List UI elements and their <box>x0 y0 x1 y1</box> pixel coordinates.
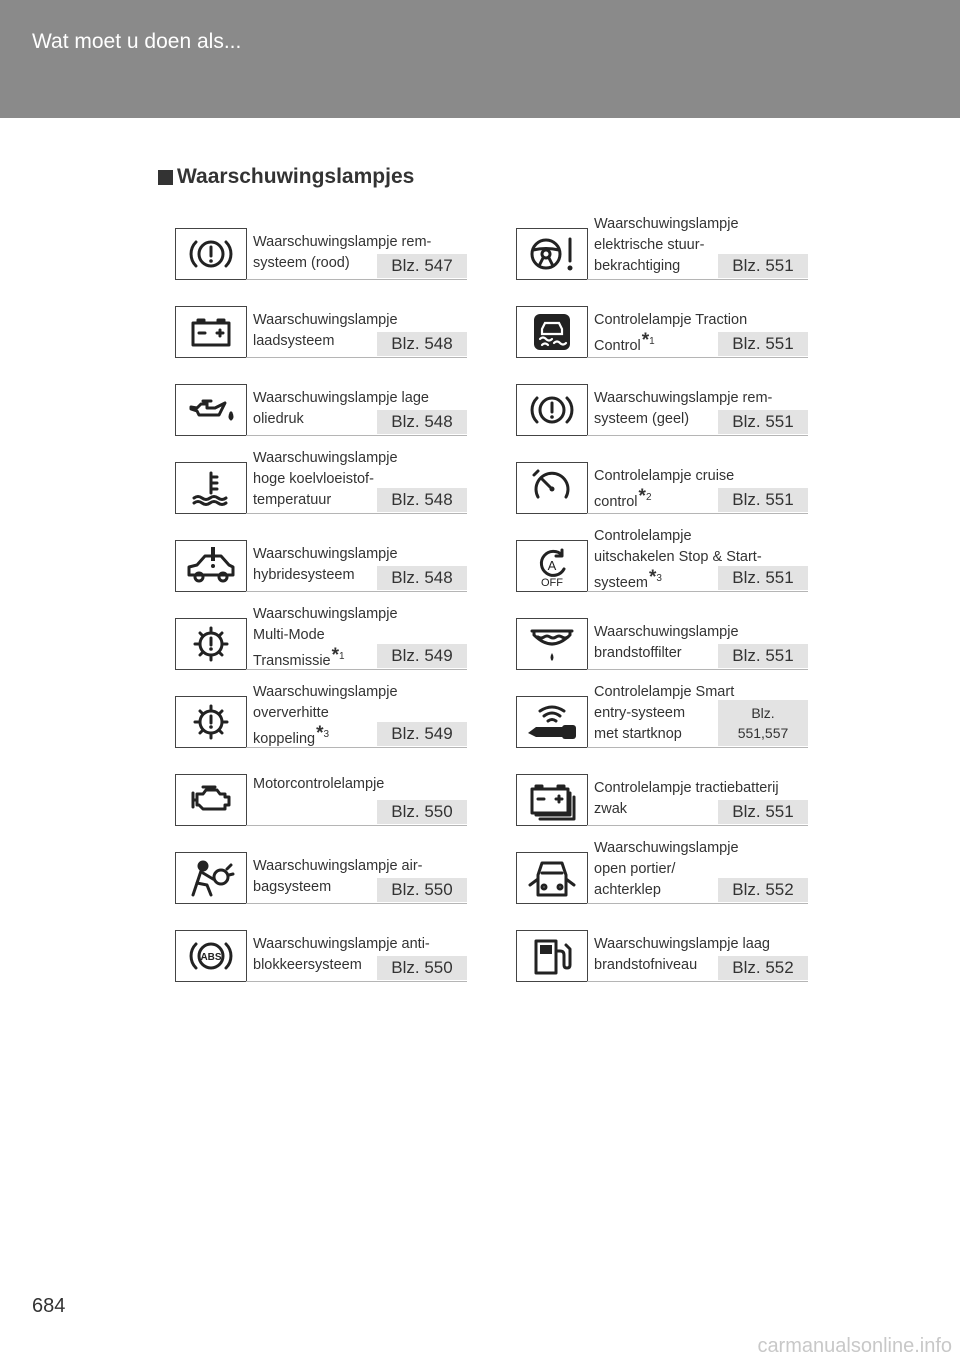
entry-underline <box>246 825 467 826</box>
entry-label-line: Controlelampje cruise <box>594 468 735 484</box>
page-number: 684 <box>32 1295 66 1317</box>
warning-light-entry <box>516 774 808 826</box>
warning-light-entry <box>516 384 808 436</box>
entry-label <box>253 310 398 352</box>
smart-key-icon <box>516 696 588 748</box>
entry-underline <box>587 279 808 280</box>
entry-label-line: achterklep <box>594 882 661 898</box>
entry-label-line: Waarschuwingslampje <box>594 624 739 640</box>
entry-underline <box>587 825 808 826</box>
entry-label <box>253 604 398 672</box>
page-header <box>0 0 960 118</box>
header-title: Wat moet u doen als... <box>32 30 242 53</box>
open-door-icon <box>516 852 588 904</box>
brake-warning-icon <box>516 384 588 436</box>
clutch-overheat-icon <box>175 696 247 748</box>
entry-label <box>594 682 734 745</box>
entry-label-line: brandstofniveau <box>594 957 698 973</box>
entry-underline <box>246 591 467 592</box>
page-reference-line: 551,557 <box>737 725 789 741</box>
power-steering-icon <box>516 228 588 280</box>
svg-text:OFF: OFF <box>541 577 563 587</box>
entry-label-line: Waarschuwingslampje <box>594 840 739 856</box>
stop-start-off-icon <box>516 540 588 592</box>
page-reference[interactable]: Blz. 548 <box>377 566 467 590</box>
entry-label-line: Controlelampje tractiebatterij <box>594 780 779 796</box>
entry-label-line: control <box>594 493 638 510</box>
airbag-icon <box>175 852 247 904</box>
footnote-number: 3 <box>656 573 662 584</box>
svg-text:ABS: ABS <box>200 952 222 963</box>
entry-label-line: Waarschuwingslampje rem- <box>594 390 773 406</box>
entry-label-line: Waarschuwingslampje <box>253 312 398 328</box>
entry-underline <box>587 513 808 514</box>
entry-label-line: Waarschuwingslampje <box>253 606 398 622</box>
page-reference[interactable]: Blz. 547 <box>377 254 467 278</box>
entry-label-line: open portier/ <box>594 861 676 877</box>
entry-label-line: Waarschuwingslampje <box>253 546 398 562</box>
warning-light-entry <box>516 684 808 748</box>
entry-label-line: Waarschuwingslampje <box>253 684 398 700</box>
footnote-number: 3 <box>323 729 330 740</box>
low-fuel-icon <box>516 930 588 982</box>
page-reference[interactable]: Blz. 551 <box>718 332 808 356</box>
page-reference[interactable]: Blz. 552 <box>718 878 808 902</box>
hybrid-system-icon <box>175 540 247 592</box>
warning-light-entry <box>516 306 808 358</box>
engine-check-icon <box>175 774 247 826</box>
entry-label <box>594 622 739 664</box>
section-title <box>158 165 414 189</box>
oil-pressure-icon <box>175 384 247 436</box>
entry-label-line: entry-systeem <box>594 705 686 721</box>
entry-label-line: Motorcontrolelampje <box>253 776 385 792</box>
entry-label-line: blokkeersysteem <box>253 957 362 973</box>
warning-light-entry <box>516 528 808 592</box>
entry-label-line: Waarschuwingslampje rem- <box>253 234 432 250</box>
page-reference[interactable]: Blz. 552 <box>718 956 808 980</box>
watermark: carmanualsonline.info <box>757 1335 952 1357</box>
footnote-number: 2 <box>645 492 652 503</box>
cruise-control-icon <box>516 462 588 514</box>
entry-label <box>253 544 398 586</box>
entry-label-line: Waarschuwingslampje <box>594 216 739 232</box>
fuel-filter-icon <box>516 618 588 670</box>
warning-light-entry <box>175 450 467 514</box>
transmission-gear-icon <box>175 618 247 670</box>
entry-label-line: hoge koelvloeistof- <box>253 471 374 487</box>
entry-label-line: elektrische stuur- <box>594 237 705 253</box>
page-reference-line: Blz. <box>751 705 775 721</box>
footnote-star: * <box>649 566 657 588</box>
warning-light-entry <box>175 930 467 982</box>
entry-label-line: Waarschuwingslampje <box>253 450 398 466</box>
entry-label-line: Controlelampje <box>594 528 692 544</box>
svg-text:A: A <box>547 558 557 573</box>
entry-underline <box>587 747 808 748</box>
entry-label <box>594 214 739 277</box>
entry-label <box>253 448 398 511</box>
entry-underline <box>246 513 467 514</box>
warning-light-entry <box>516 462 808 514</box>
entry-label <box>594 466 734 513</box>
entry-label-line: Controlelampje Smart <box>594 684 735 700</box>
entry-label-line: brandstoffilter <box>594 645 682 661</box>
entry-label-line: bekrachtiging <box>594 258 681 274</box>
entry-label-line: Controlelampje Traction <box>594 312 748 328</box>
bullet-square-icon <box>158 170 173 185</box>
entry-underline <box>246 279 467 280</box>
entry-label-line: oliedruk <box>253 411 304 427</box>
entry-label <box>253 682 398 750</box>
footnote-star: * <box>638 485 646 507</box>
entry-label-line: Multi-Mode <box>253 627 325 643</box>
entry-underline <box>587 357 808 358</box>
abs-icon <box>175 930 247 982</box>
entry-label-line: Waarschuwingslampje anti- <box>253 936 430 952</box>
entry-label <box>594 838 739 901</box>
coolant-temperature-icon <box>175 462 247 514</box>
entry-label-line: uitschakelen Stop & Start- <box>594 549 762 565</box>
entry-label-line: Waarschuwingslampje lage <box>253 390 429 406</box>
entry-underline <box>587 903 808 904</box>
footnote-star: * <box>331 644 340 666</box>
footnote-number: 1 <box>339 651 345 662</box>
page-reference[interactable]: Blz. 549 <box>377 644 467 668</box>
footnote-number: 1 <box>649 336 655 347</box>
page-reference[interactable]: Blz. 550 <box>377 878 467 902</box>
page-reference[interactable]: Blz. 551 <box>718 254 808 278</box>
warning-light-entry <box>175 852 467 904</box>
footnote-star: * <box>316 722 324 744</box>
page-reference[interactable]: Blz. 548 <box>377 488 467 512</box>
warning-light-entry <box>175 384 467 436</box>
entry-underline <box>246 981 467 982</box>
page-reference[interactable]: Blz. 551 <box>718 800 808 824</box>
warning-light-entry <box>175 228 467 280</box>
warning-light-entry <box>516 840 808 904</box>
warning-light-entry <box>175 774 467 826</box>
entry-label-line: Waarschuwingslampje laag <box>594 936 770 952</box>
entry-underline <box>587 435 808 436</box>
entry-label-line: temperatuur <box>253 492 332 508</box>
warning-light-entry <box>175 306 467 358</box>
warning-light-entry <box>516 216 808 280</box>
entry-label-line: zwak <box>594 801 628 817</box>
entry-label-line: met startknop <box>594 726 682 742</box>
traction-control-icon <box>516 306 588 358</box>
footnote-star: * <box>641 329 650 351</box>
page-reference[interactable]: Blz. 548 <box>377 410 467 434</box>
entry-label-line: bagsysteem <box>253 879 332 895</box>
page-reference[interactable]: Blz. 548 <box>377 332 467 356</box>
warning-light-entry <box>175 684 467 748</box>
entry-label-line: laadsysteem <box>253 333 335 349</box>
entry-label-line: koppeling <box>253 730 316 747</box>
entry-label <box>253 774 384 795</box>
entry-label-line: hybridesysteem <box>253 567 355 583</box>
entry-label-line: systeem (geel) <box>594 411 690 427</box>
traction-battery-icon <box>516 774 588 826</box>
page-reference[interactable]: Blz. 549 <box>377 722 467 746</box>
entry-label-line: Control <box>594 337 641 354</box>
page-reference[interactable] <box>718 700 808 746</box>
warning-light-entry <box>175 606 467 670</box>
warning-light-entry <box>175 540 467 592</box>
warning-light-entry <box>516 618 808 670</box>
page-reference[interactable]: Blz. 550 <box>377 800 467 824</box>
entry-underline <box>246 357 467 358</box>
battery-charging-icon <box>175 306 247 358</box>
section-title-text: Waarschuwingslampjes <box>177 165 415 188</box>
entry-underline <box>587 669 808 670</box>
entry-label-line: systeem <box>594 574 648 591</box>
entry-label-line: Waarschuwingslampje air- <box>253 858 423 874</box>
warning-light-entry <box>516 930 808 982</box>
brake-warning-icon <box>175 228 247 280</box>
entry-underline <box>246 435 467 436</box>
page-reference[interactable]: Blz. 550 <box>377 956 467 980</box>
page-reference[interactable]: Blz. 551 <box>718 488 808 512</box>
entry-label-line: Transmissie <box>253 652 331 669</box>
entry-label-line: oververhitte <box>253 705 329 721</box>
entry-underline <box>246 903 467 904</box>
page-reference[interactable]: Blz. 551 <box>718 566 808 590</box>
entry-underline <box>587 981 808 982</box>
entry-label-line: systeem (rood) <box>253 255 350 271</box>
page-reference[interactable]: Blz. 551 <box>718 644 808 668</box>
page-reference[interactable]: Blz. 551 <box>718 410 808 434</box>
